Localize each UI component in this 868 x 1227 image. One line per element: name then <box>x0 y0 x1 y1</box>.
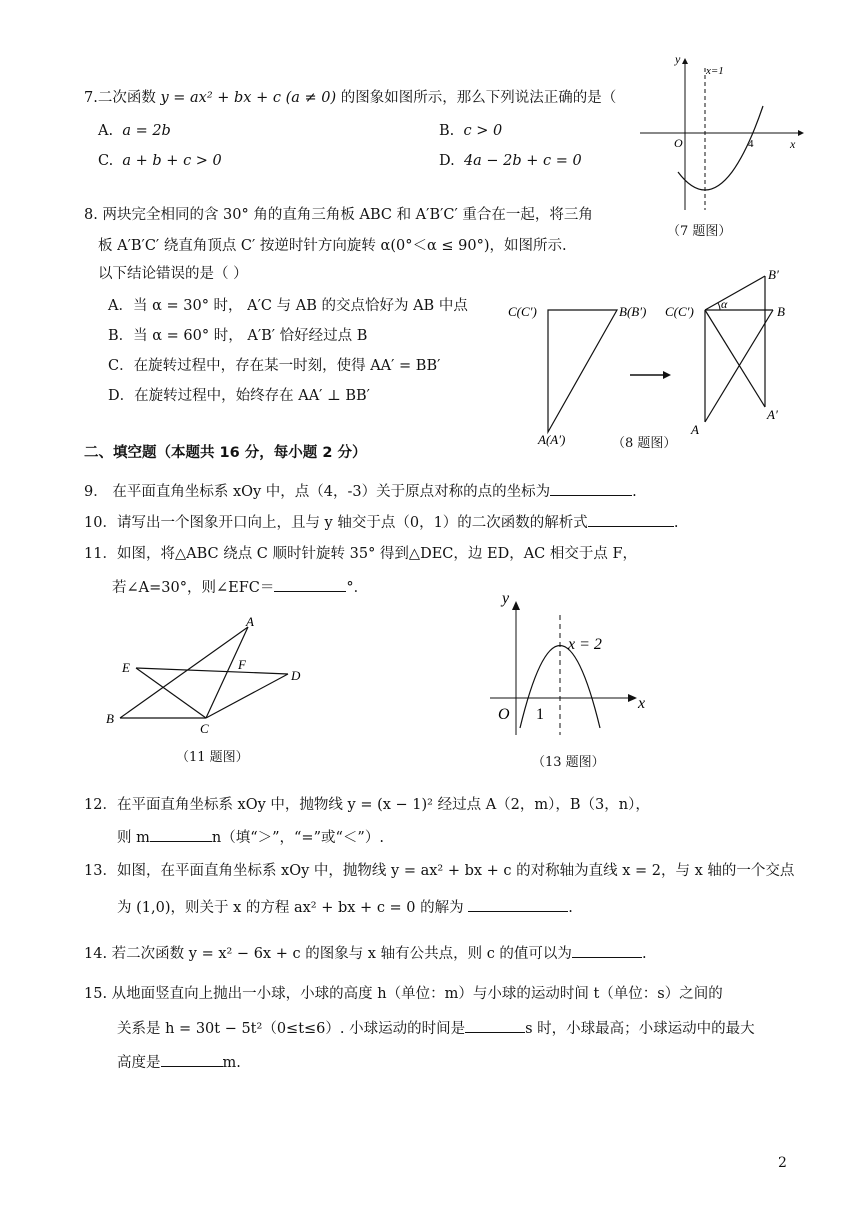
q10-answer-blank[interactable] <box>588 512 674 527</box>
q8-label-bprime: B′ <box>768 267 779 282</box>
q7-option-a-label: A. <box>98 123 114 139</box>
q8-line1: 8. 两块完全相同的含 30° 角的直角三角板 ABC 和 A′B′C′ 重合在一起，将三角 <box>84 207 593 223</box>
q14 <box>84 943 647 964</box>
q15-line3-text: 高度是 <box>117 1055 161 1071</box>
q11-seg-dc <box>206 674 288 718</box>
q7-option-c-label: C. <box>98 153 114 169</box>
q13-answer-blank[interactable] <box>468 897 568 912</box>
q11-label-c: C <box>200 721 209 736</box>
q9 <box>84 481 637 502</box>
q8-line3: 以下结论错误的是（ ） <box>98 266 248 282</box>
q7-y-arrow <box>682 58 688 64</box>
q12-line2 <box>117 827 384 848</box>
q7-y-label: y <box>675 52 681 66</box>
q7-stem-prefix: 7.二次函数 <box>84 90 161 106</box>
q7-formula: y = ax² + bx + c (a ≠ 0) <box>160 90 337 106</box>
q11-label-a: A <box>246 615 254 629</box>
q12-answer-blank[interactable] <box>150 827 212 842</box>
q15-time-blank[interactable] <box>465 1018 525 1033</box>
q9-text: 9． 在平面直角坐标系 xOy 中，点（4，-3）关于原点对称的点的坐标为 <box>84 484 551 500</box>
q7-option-a-text: a = 2b <box>122 123 171 139</box>
q14-text: 14. 若二次函数 y = x² − 6x + c 的图象与 x 轴有公共点，则 c 的值可以为 <box>84 946 572 962</box>
q8-label-b: B <box>777 304 785 319</box>
q7-option-b-label: B. <box>439 123 455 139</box>
q8-label-bb: B(B′) <box>619 304 647 319</box>
page-number: 2 <box>778 1155 787 1171</box>
q7-option-b <box>439 121 502 141</box>
q7-option-b-text: c > 0 <box>463 123 503 139</box>
q7-stem <box>84 88 616 108</box>
q11-label-b: B <box>106 711 114 726</box>
q13-line2 <box>117 897 573 918</box>
q8-seg-caprime <box>705 310 765 407</box>
q8-option-a: A．当 α = 30° 时， A′C 与 AB 的交点恰好为 AB 中点 <box>108 298 468 314</box>
q13-figure <box>480 585 660 750</box>
q13-one-label: 1 <box>536 706 544 723</box>
q8-figure-caption: （8 题图） <box>612 436 677 451</box>
q7-option-d-label: D. <box>439 153 455 169</box>
q7-option-c <box>98 151 222 171</box>
q12-line2-text: 则 m <box>117 830 150 846</box>
q8-option-b: B．当 α = 60° 时， A′B′ 恰好经过点 B <box>108 328 368 344</box>
q15-height-blank[interactable] <box>161 1052 223 1067</box>
q11-answer-blank[interactable] <box>274 577 346 592</box>
q8-label-a: A <box>691 422 699 437</box>
q13-line1: 13．如图，在平面直角坐标系 xOy 中，抛物线 y = ax² + bx + c 的对称轴为直线 x = 2，与 x 轴的一个交点 <box>84 863 795 879</box>
q8-label-aa: A(A′) <box>538 432 566 447</box>
q11-line1: 11．如图，将△ABC 绕点 C 顺时针旋转 35° 得到△DEC，边 ED，AC 相交于点 F， <box>84 546 638 562</box>
q13-y-arrow <box>512 601 520 610</box>
q10-end: . <box>673 515 679 531</box>
q11-line2 <box>112 577 368 598</box>
q7-figure-caption: （7 题图） <box>667 224 732 239</box>
q13-axis-label: x = 2 <box>568 636 602 653</box>
q13-y-label: y <box>502 590 510 607</box>
q11-figure-caption: （11 题图） <box>176 750 249 765</box>
q11-line2-end: °． <box>346 580 369 596</box>
q8-triangle-original <box>548 310 617 432</box>
q8-line2: 板 A′B′C′ 绕直角顶点 C′ 按逆时针方向旋转 α(0°＜α ≤ 90°)，如图所示. <box>98 238 567 254</box>
q15-line2-mid: s 时，小球最高；小球运动中的最大 <box>525 1021 755 1037</box>
q11-seg-ec <box>136 668 206 718</box>
q10 <box>84 512 678 533</box>
q15-line3 <box>117 1052 241 1073</box>
q8-alpha-arc <box>718 303 720 310</box>
q11-line2-text: 若∠A=30°，则∠EFC＝ <box>112 580 275 596</box>
q11-figure <box>100 615 320 745</box>
q14-answer-blank[interactable] <box>572 943 642 958</box>
q13-origin-label: O <box>498 706 510 723</box>
q10-text: 10．请写出一个图象开口向上，且与 y 轴交于点（0，1）的二次函数的解析式 <box>84 515 588 531</box>
q7-option-a <box>98 121 171 141</box>
q11-label-e: E <box>122 660 130 675</box>
q8-alpha-label: α <box>721 297 728 311</box>
q7-option-d <box>439 151 582 171</box>
q7-four-label: 4 <box>748 138 754 150</box>
q15-line2 <box>117 1018 755 1039</box>
q8-figure <box>505 262 805 452</box>
q14-end: . <box>641 946 647 962</box>
q8-arrow-head <box>663 371 671 379</box>
q15-line1: 15. 从地面竖直向上抛出一小球，小球的高度 h（单位：m）与小球的运动时间 t（单位：s）之间的 <box>84 986 723 1002</box>
q8-label-cc: C(C′) <box>508 304 537 319</box>
q8-option-c: C．在旋转过程中，存在某一时刻，使得 AA′ = BB′ <box>108 358 441 374</box>
q7-option-c-text: a + b + c > 0 <box>122 153 222 169</box>
q13-figure-caption: （13 题图） <box>532 755 605 770</box>
q13-x-arrow <box>628 694 637 702</box>
q15-line2-text: 关系是 h = 30t − 5t²（0≤t≤6）. 小球运动的时间是 <box>117 1021 466 1037</box>
q11-seg-ba <box>120 627 248 718</box>
q7-x-label: x <box>790 137 796 151</box>
q12-line2-end: n（填“＞”，“=”或“＜”）. <box>211 830 384 846</box>
q11-label-d: D <box>291 668 301 683</box>
q7-option-d-text: 4a − 2b + c = 0 <box>463 153 582 169</box>
q13-line2-text: 为 (1,0)，则关于 x 的方程 ax² + bx + c = 0 的解为 <box>117 900 464 916</box>
q8-option-d: D．在旋转过程中，始终存在 AA′ ⊥ BB′ <box>108 388 370 404</box>
q8-label-aprime: A′ <box>767 407 778 422</box>
q9-end: . <box>632 484 637 500</box>
q9-answer-blank[interactable] <box>550 481 632 496</box>
q7-axis-label: x=1 <box>706 65 724 77</box>
q13-x-label: x <box>638 695 646 712</box>
section-2-heading: 二、填空题（本题共 16 分，每小题 2 分） <box>84 445 367 461</box>
q7-x-arrow <box>798 130 804 136</box>
q7-origin-label: O <box>674 136 683 150</box>
q8-seg-cbprime <box>705 276 765 310</box>
q13-line2-end: . <box>568 900 573 916</box>
q8-label-cc-rotated: C(C′) <box>665 304 694 319</box>
q15-line3-end: m. <box>222 1055 241 1071</box>
q12-line1: 12．在平面直角坐标系 xOy 中，抛物线 y = (x − 1)² 经过点 A（2，m），B（3，n）， <box>84 797 650 813</box>
q11-label-f: F <box>238 657 246 672</box>
q7-stem-suffix: 的图象如图所示，那么下列说法正确的是（ <box>336 90 617 106</box>
q11-seg-ed <box>136 668 288 674</box>
